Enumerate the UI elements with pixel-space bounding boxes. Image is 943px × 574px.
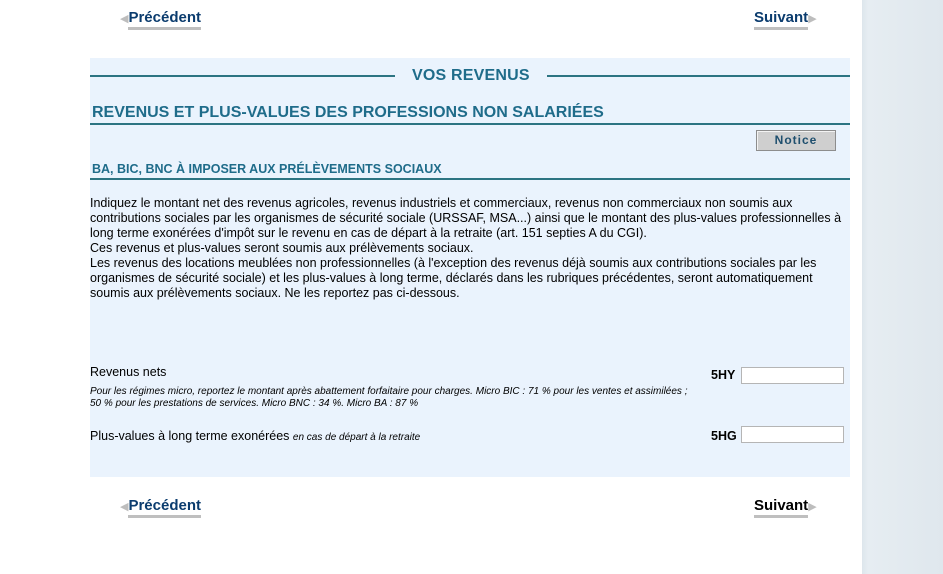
notice-button[interactable]: Notice [756, 130, 836, 151]
plus-values-row [90, 429, 420, 443]
next-label: Suivant [754, 497, 808, 518]
plus-values-inline-help: en cas de départ à la retraite [292, 432, 421, 443]
intro-paragraph-1: Indiquez le montant net des revenus agricoles, revenus industriels et commerciaux, revenus non commerciaux non soumis aux contributions sociales par les organismes de sécurité sociale (URSSAF, MSA...) ainsi que le montant des plus-values professionnelles à long terme exonérées d'impôt sur le revenu en cas de départ à la retraite (art. 151 septies A du CGI). [90, 196, 842, 240]
next-label: Suivant [754, 9, 808, 30]
page-title: REVENUS ET PLUS-VALUES DES PROFESSIONS NON SALARIÉES [92, 104, 604, 121]
left-arrow-icon: ◀ [120, 13, 129, 25]
right-gutter [862, 0, 943, 574]
revenus-nets-input[interactable] [741, 367, 844, 384]
right-arrow-icon: ▶ [808, 501, 817, 513]
revenus-nets-label: Revenus nets [90, 365, 167, 379]
section-title: VOS REVENUS [412, 67, 530, 84]
sub-section-title: BA, BIC, BNC À IMPOSER AUX PRÉLÈVEMENTS SOCIAUX [92, 162, 442, 176]
plus-values-code: 5HG [711, 429, 737, 443]
section-divider-right [547, 75, 850, 77]
right-arrow-icon: ▶ [808, 13, 817, 25]
section-divider-left [90, 75, 395, 77]
intro-text [90, 196, 850, 301]
sub-section-rule [90, 178, 850, 180]
plus-values-input[interactable] [741, 426, 844, 443]
revenus-nets-help: Pour les régimes micro, reportez le montant après abattement forfaitaire pour charges. Micro BIC : 71 % pour les ventes et assimilées ; 50 % pour les prestations de services. Micro BNC : 34 %. Micro BA : 87 % [90, 386, 688, 409]
previous-label: Précédent [128, 497, 201, 518]
previous-link-top[interactable] [120, 9, 201, 26]
intro-paragraph-2: Ces revenus et plus-values seront soumis aux prélèvements sociaux. [90, 241, 474, 255]
form-panel [90, 58, 850, 477]
revenus-nets-code: 5HY [711, 368, 736, 382]
next-link-top[interactable] [754, 9, 817, 26]
next-link-bottom[interactable] [754, 497, 817, 514]
left-arrow-icon: ◀ [120, 501, 129, 513]
plus-values-label: Plus-values à long terme exonérées [90, 429, 290, 443]
previous-link-bottom[interactable] [120, 497, 201, 514]
page-title-rule [90, 123, 850, 125]
previous-label: Précédent [128, 9, 201, 30]
intro-paragraph-3: Les revenus des locations meublées non professionnelles (à l'exception des revenus déjà soumis aux contributions sociales par les organismes de sécurité sociale) et les plus-values à long terme, déclarés dans les rubriques précédentes, seront automatiquement soumis aux prélèvements sociaux. Ne les reportez pas ci-dessous. [90, 256, 817, 300]
